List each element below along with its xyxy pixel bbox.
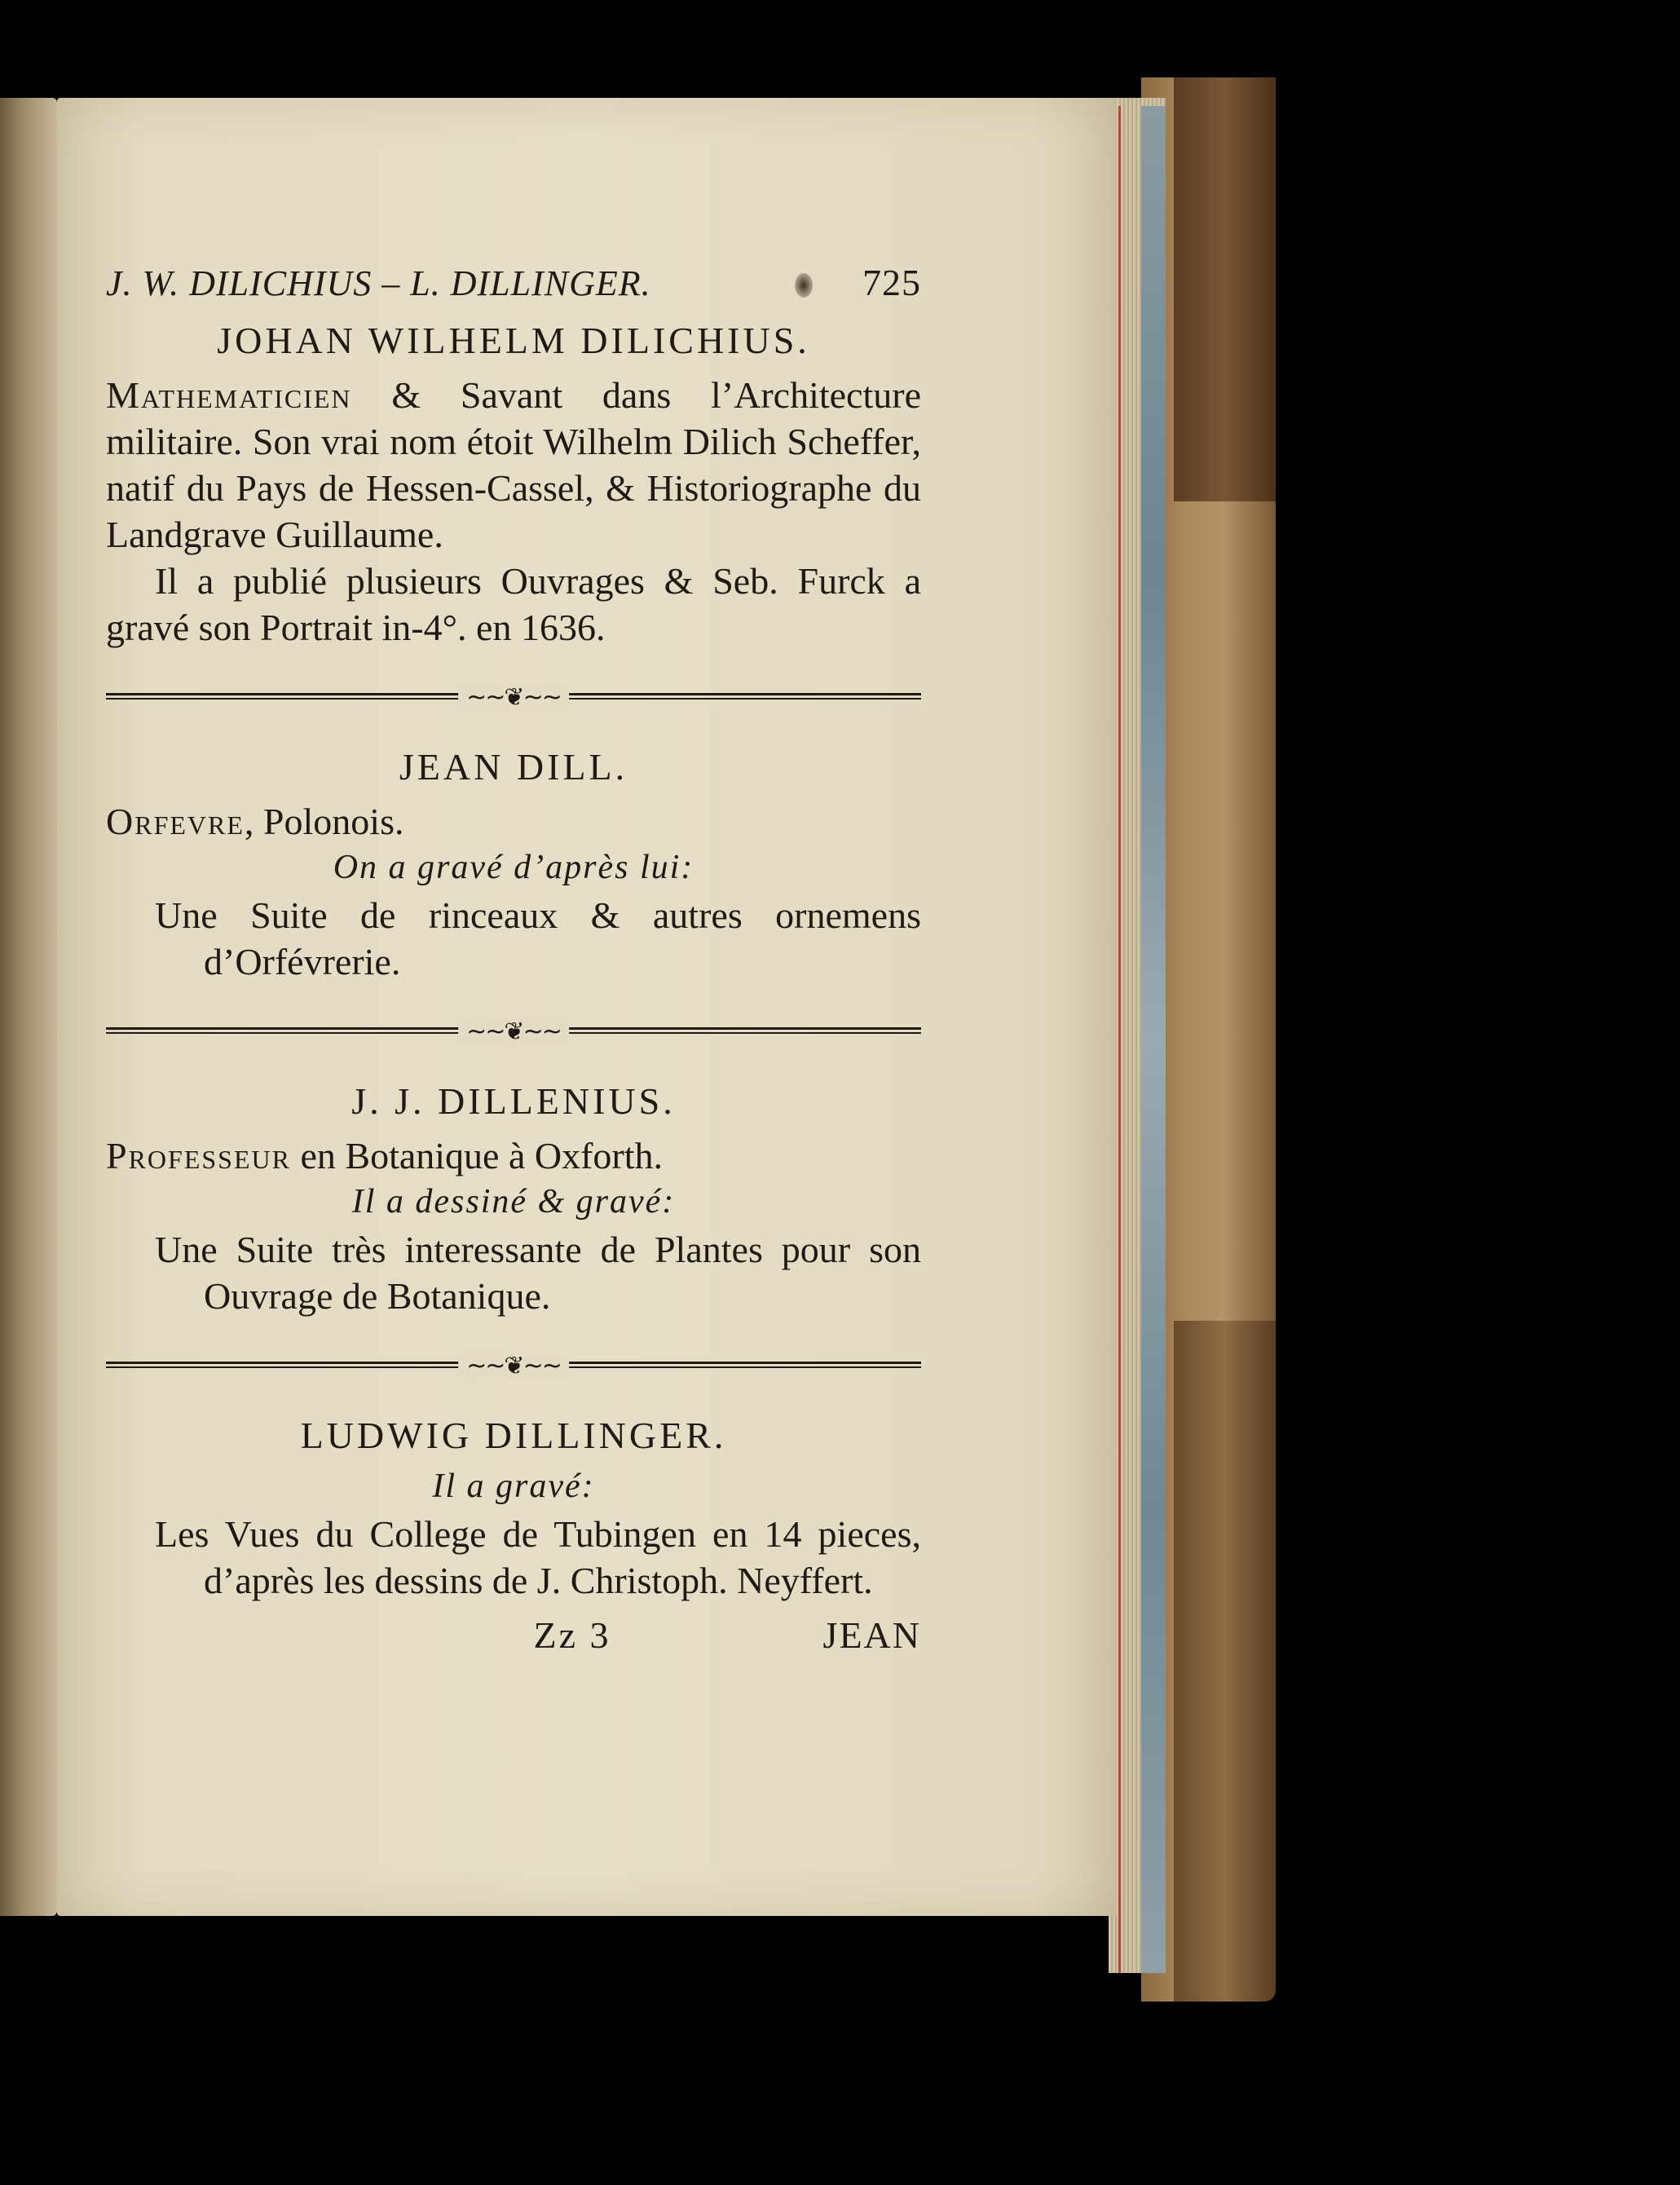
entry-lead: Orfevre (106, 801, 245, 842)
entry-text: , Polonois. (244, 801, 404, 842)
entry-item: Les Vues du College de Tubingen en 14 pieces, d’après les dessins de J. Christoph. Neyffert. (155, 1513, 921, 1601)
red-edge-line (1118, 106, 1121, 1973)
entry-description (106, 1132, 921, 1179)
running-head (106, 261, 921, 304)
page-text (106, 261, 921, 1657)
catchword: JEAN (822, 1614, 921, 1656)
ornamental-rule (106, 1352, 921, 1380)
entry-note: Il a publié plusieurs Ouvrages & Seb. Furck a gravé son Portrait in-4°. en 1636. (106, 560, 921, 648)
entry-description (106, 798, 921, 845)
rule-ornament-icon: ~~❦~~ (458, 1017, 569, 1046)
entry-lead: Professeur (106, 1135, 291, 1176)
entry-subheading: On a gravé d’après lui: (333, 849, 694, 886)
signature-mark: Zz 3 (533, 1614, 611, 1656)
cover-leather-bottom (1174, 1321, 1276, 2002)
entry-text: & Savant dans l’Architecture militaire. Son vrai nom étoit Wilhelm Dilich Scheffer, natif du Pays de Hessen-Cassel, & Historiographe du Landgrave Guillaume. (106, 374, 921, 555)
entry-name: JEAN DILL. (399, 746, 628, 788)
entry-item: Une Suite très interessante de Plantes pour son Ouvrage de Botanique. (155, 1229, 921, 1317)
marbled-edge (1141, 106, 1166, 1973)
page-number: 725 (862, 262, 921, 303)
ornamental-rule (106, 683, 921, 712)
cover-leather-top (1174, 77, 1276, 501)
page-footer (106, 1613, 921, 1657)
book-page (57, 98, 1117, 1916)
entry-lead: Mathematicien (106, 374, 352, 416)
rule-ornament-icon: ~~❦~~ (458, 683, 569, 712)
entry-item: Une Suite de rinceaux & autres ornemens d’Orfévrerie. (155, 894, 921, 982)
rule-ornament-icon: ~~❦~~ (458, 1352, 569, 1380)
entry-text: en Botanique à Oxforth. (290, 1135, 664, 1176)
running-head-title: J. W. DILICHIUS – L. DILLINGER. (106, 263, 651, 303)
entry-name: JOHAN WILHELM DILICHIUS. (217, 320, 810, 361)
facing-page-edge (0, 98, 57, 1916)
entry-name: LUDWIG DILLINGER. (300, 1415, 727, 1456)
entry-subheading: Il a dessiné & gravé: (351, 1183, 676, 1221)
entry-name: J. J. DILLENIUS. (351, 1080, 676, 1122)
entry-subheading: Il a gravé: (432, 1468, 595, 1505)
ornamental-rule (106, 1017, 921, 1046)
entry-description (106, 372, 921, 558)
